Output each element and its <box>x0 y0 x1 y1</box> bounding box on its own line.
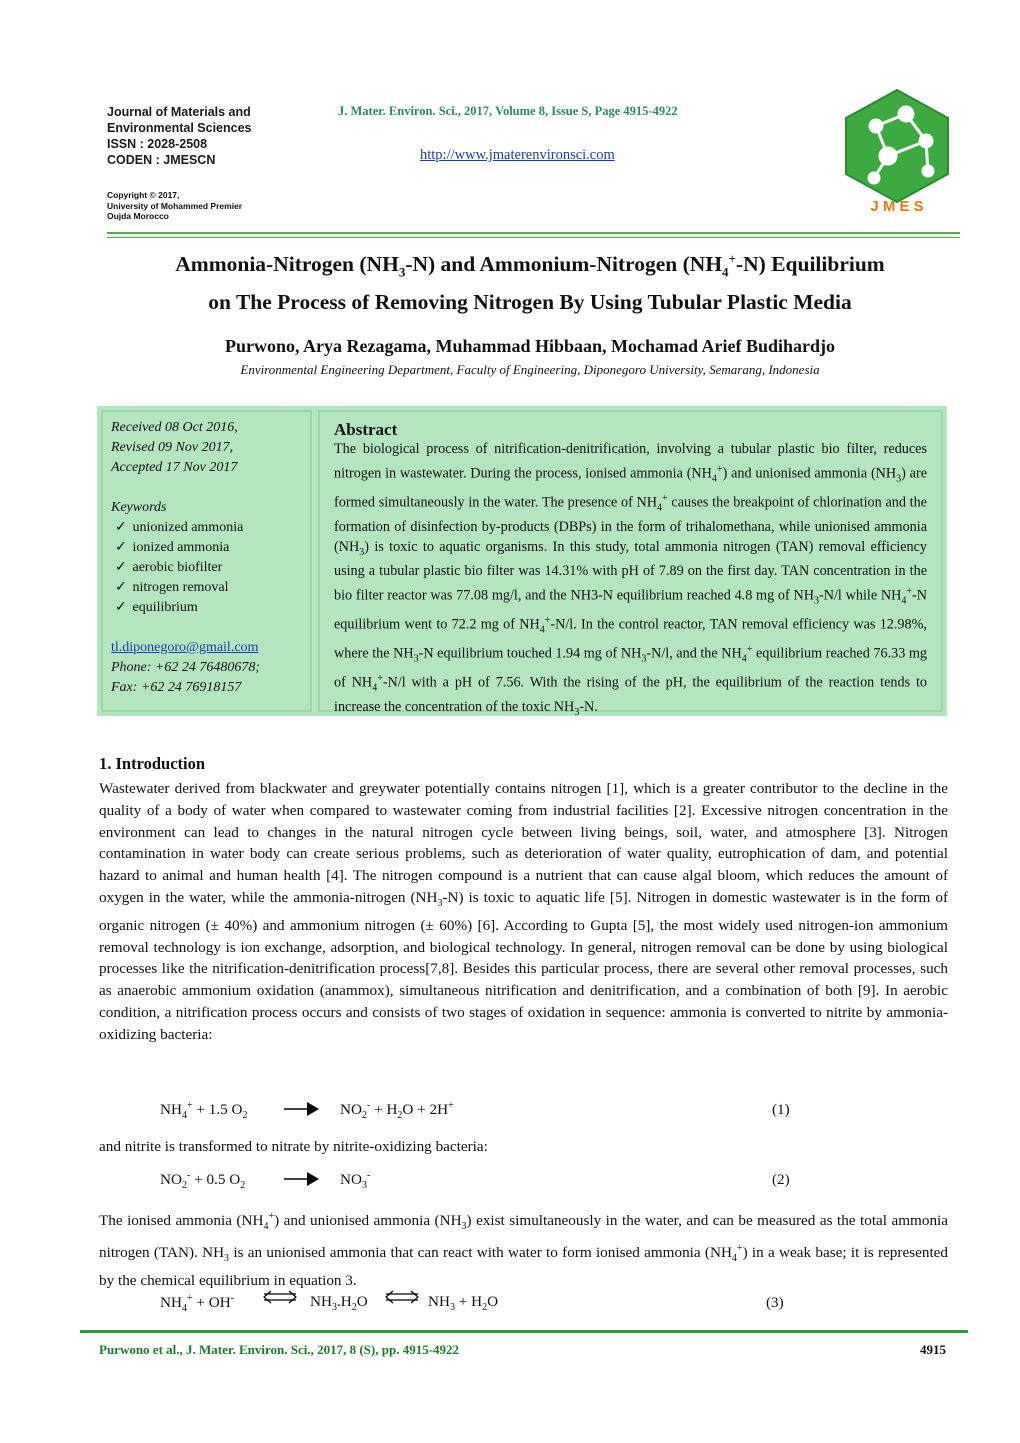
copyright-line1: Copyright © 2017, <box>107 190 180 200</box>
check-icon: ✓ <box>115 580 127 595</box>
equation-2-number: (2) <box>772 1171 790 1188</box>
equation-2-intro: and nitrite is transformed to nitrate by nitrite-oxidizing bacteria: <box>99 1138 488 1155</box>
journal-citation: J. Mater. Environ. Sci., 2017, Volume 8, Issue S, Page 4915-4922 <box>338 104 678 118</box>
keyword-item: ✓ ionized ammonia <box>115 538 310 558</box>
intro-paragraph-1: Wastewater derived from blackwater and greywater potentially contains nitrogen [1], which is a greater contributor to the decline in the quality of a body of water when compared to wastewater coming from industrial facilities [2]. Excessive nitrogen concentration in the environment can lead to changes in the natural nitrogen cycle between living beings, soil, water, and atmosphere [3]. Nitrogen contamination in water body can create serious problems, such as deterioration of water quality, eutrophication of dam, and potential hazard to animal and human health [4]. The nitrogen compound is a nutrient that can cause algal bloom, which reduces the amount of oxygen in the water, while the ammonia-nitrogen $(NH_3-N)$ is toxic to aquatic life [5]. Nitrogen in domestic wastewater is in the form of organic nitrogen (± 40%) and ammonium nitrogen (± 60%) [6]. According to Gupta [5], the most widely used nitrogen-ion ammonium removal technology is ion exchange, adsorption, and biological technology. In general, nitrogen removal can be done by using biological processes like the nitrification-denitrification process[7,8]. Besides this particular process, there are several other removal processes, such as anaerobic ammonium oxidation (anammox), simultaneous nitrification and denitrification, and a combination of both [9]. In aerobic condition, a nitrification process occurs and consists of two stages of oxidation in sequence: ammonia is converted to nitrite by ammonia-oxidizing bacteria: <box>99 780 948 1043</box>
footer-citation: Purwono et al., J. Mater. Environ. Sci., 2017, 8 (S), pp. 4915-4922 <box>99 1342 460 1357</box>
check-icon: ✓ <box>115 540 127 555</box>
copyright-line2: University of Mohammed Premier <box>107 200 243 211</box>
equation-3-products: $NH_3 + H_2O$ <box>428 1293 499 1314</box>
equation-1-number: (1) <box>772 1101 790 1118</box>
header-rule <box>107 232 960 238</box>
abstract-heading: Abstract <box>334 420 398 439</box>
revised-date: Revised 09 Nov 2017, <box>111 440 234 455</box>
equation-3-number: (3) <box>766 1294 784 1311</box>
keyword-item: ✓ nitrogen removal <box>115 578 310 598</box>
phone: Phone: +62 24 76480678; <box>111 660 261 675</box>
equilibrium-arrow-icon <box>262 1289 298 1305</box>
equation-3-middle: $NH_3.H_2O$ <box>310 1293 368 1314</box>
check-icon: ✓ <box>115 560 127 575</box>
equation-1-products: $NO_2^- + H_2O + 2H^+$ <box>340 1100 454 1122</box>
journal-name-line1: Journal of Materials and <box>107 105 251 119</box>
keyword-item: ✓ unionized ammonia <box>115 518 310 538</box>
journal-coden: CODEN : JMESCN <box>107 153 216 167</box>
paper-title-line1: Ammonia-Nitrogen $(NH_3-N)$ and Ammonium-Nitrogen $(NH_4^+-N)$ Equilibrium <box>175 251 885 280</box>
paper-title <box>80 244 980 317</box>
jmes-logo <box>836 86 958 214</box>
email-link[interactable]: tl.diponegoro@gmail.com <box>111 640 259 655</box>
copyright <box>107 190 242 222</box>
accepted-date: Accepted 17 Nov 2017 <box>111 460 238 475</box>
check-icon: ✓ <box>115 520 127 535</box>
authors: Purwono, Arya Rezagama, Muhammad Hibbaan, Mochamad Arief Budihardjo <box>224 336 836 356</box>
abstract-text: The biological process of nitrification-denitrification, involving a tubular plastic bio filter, reduces nitrogen in wastewater. During the process, ionised ammonia $(NH_4^+)$ and unionised ammonia $(NH_3)$ are formed simultaneously in the water. The presence of $NH_4^+$ causes the breakpoint of chlorination and the formation of disinfection by-products (DBPs) in the form of trihalomethana, while unionised ammonia $(NH_3)$ is toxic to aquatic organisms. In this study, total ammonia nitrogen (TAN) removal efficiency using a tubular plastic bio filter was 14.31% with pH of 7.89 on the first day. TAN concentration in the bio filter reactor was 77.08 mg/l, and the NH3-N equilibrium reached 4.8 mg of $NH_3-N/l$ while $NH_4^+-N$ equilibrium went to 72.2 mg of $NH_4^+-N/l$. In the control reactor, TAN removal efficiency was 12.98%, where the $NH_3-N$ equilibrium touched 1.94 mg of $NH_3-N/l$, and the $NH_4^+$ equilibrium reached 76.33 mg of $NH_4^+-N/l$ with a pH of 7.56. With the rising of the pH, the equilibrium of the reaction tends to increase the concentration of the toxic $NH_3-N$. <box>334 441 928 718</box>
logo-text: J M E S <box>870 198 924 214</box>
keywords-label: Keywords <box>111 500 167 515</box>
journal-issn: ISSN : 2028-2508 <box>107 137 208 151</box>
copyright-line3: Oujda Morocco <box>107 211 169 221</box>
equation-3: $NH_4^+ + OH^-$ <box>160 1293 235 1315</box>
page-number: 4915 <box>920 1342 946 1357</box>
check-icon: ✓ <box>115 600 127 615</box>
jmes-logo-icon <box>836 86 958 214</box>
right-arrow-icon <box>283 1100 321 1116</box>
affiliation: Environmental Engineering Department, Faculty of Engineering, Diponegoro University, Semarang, Indonesia <box>240 362 820 377</box>
paper-title-line2: on The Process of Removing Nitrogen By Using Tubular Plastic Media <box>208 290 852 315</box>
fax: Fax: +62 24 76918157 <box>111 680 242 695</box>
article-info-box <box>101 410 312 712</box>
right-arrow-icon <box>283 1170 321 1186</box>
journal-url-link[interactable]: http://www.jmaterenvironsci.com <box>420 147 615 163</box>
equation-1: $NH_4^+ + 1.5$ $O_2$ <box>160 1100 248 1122</box>
journal-name <box>107 104 252 168</box>
equilibrium-arrow-icon <box>384 1289 420 1305</box>
keyword-item: ✓ equilibrium <box>115 598 310 618</box>
footer-rule <box>80 1330 968 1333</box>
abstract-box <box>318 410 943 718</box>
journal-name-line2: Environmental Sciences <box>107 121 252 135</box>
intro-paragraph-2: The ionised ammonia $(NH_4^+)$ and unionised ammonia $(NH_3)$ exist simultaneously in the water, and can be measured as the total ammonia nitrogen (TAN). $NH_3$ is an unionised ammonia that can react with water to form ionised ammonia $(NH_4^+)$ in a weak base; it is represented by the chemical equilibrium in equation 3. <box>99 1211 948 1289</box>
equation-2-products: $NO_3^-$ <box>340 1170 371 1192</box>
received-date: Received 08 Oct 2016, <box>111 420 238 435</box>
keyword-item: ✓ aerobic biofilter <box>115 558 310 578</box>
intro-heading: 1. Introduction <box>99 754 206 773</box>
equation-2: $NO_2^- + 0.5$ $O_2$ <box>160 1170 246 1192</box>
